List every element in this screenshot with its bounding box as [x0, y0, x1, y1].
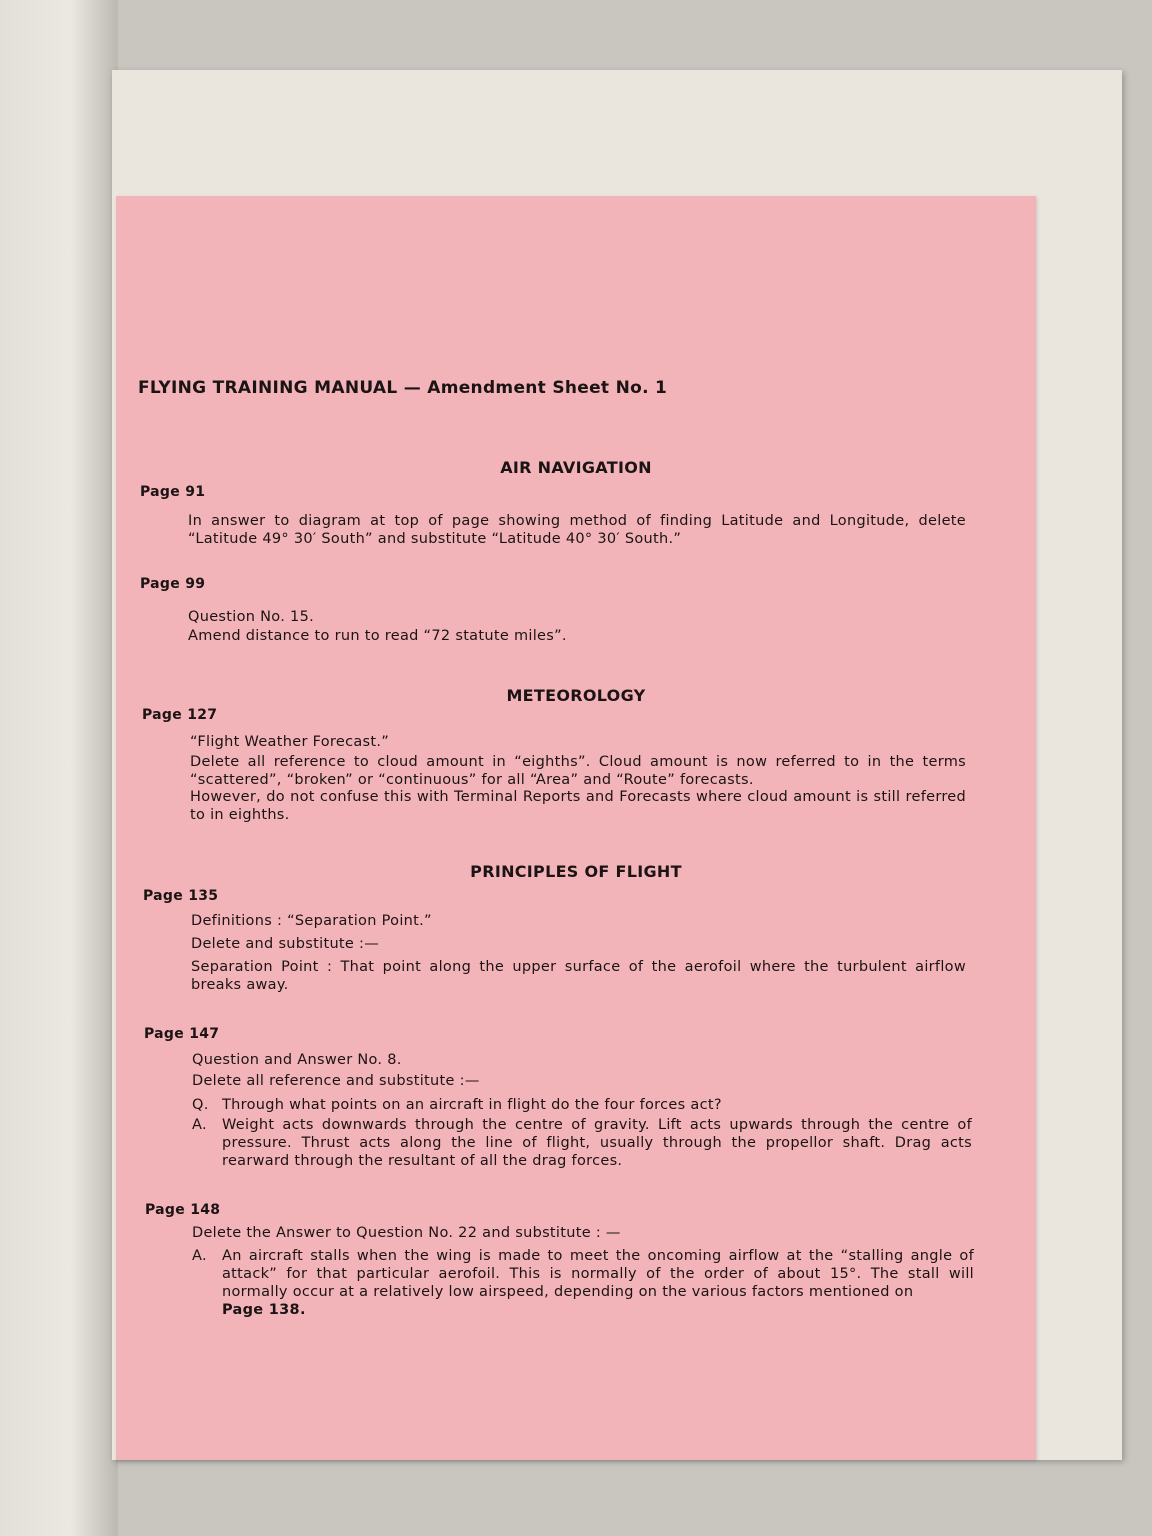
amendment-sheet: [116, 196, 1036, 1460]
amendment-text: Delete all reference and substitute :—: [192, 1073, 480, 1089]
qa-marker: A.: [192, 1117, 207, 1133]
amendment-text: Question and Answer No. 8.: [192, 1052, 402, 1068]
amendment-text: Delete all reference to cloud amount in “eighths”. Cloud amount is now referred to in the terms “scattered”, “broken” or “continuous” for all “Area” and “Route” forecasts.: [190, 754, 966, 788]
amendment-text: “Flight Weather Forecast.”: [190, 734, 390, 750]
question-item: [192, 1096, 972, 1114]
amendment-text: Question No. 15.: [188, 609, 315, 625]
qa-text: Through what points on an aircraft in flight do the four forces act?: [222, 1097, 722, 1113]
left-book-page: [0, 0, 118, 1536]
page-cross-reference: Page 138.: [222, 1302, 306, 1318]
amendment-text: However, do not confuse this with Terminal Reports and Forecasts where cloud amount is still referred to in eighths.: [190, 789, 966, 823]
qa-marker: Q.: [192, 1097, 209, 1113]
amendment-text: Delete and substitute :—: [191, 936, 380, 952]
amendment-text: Amend distance to run to read “72 statute miles”.: [188, 628, 567, 644]
amendment-text: Delete the Answer to Question No. 22 and substitute : —: [192, 1225, 621, 1241]
qa-marker: A.: [192, 1248, 207, 1264]
page-ref-135: Page 135: [143, 888, 219, 904]
amendment-text: Definitions : “Separation Point.”: [191, 913, 432, 929]
page-ref-91: Page 91: [140, 484, 206, 500]
section-heading-meteorology: METEOROLOGY: [506, 686, 646, 705]
amendment-text: In answer to diagram at top of page showing method of finding Latitude and Longitude, delete “Latitude 49° 30′ South” and substitute “Latitude 40° 30′ South.”: [188, 513, 966, 547]
page-ref-99: Page 99: [140, 576, 206, 592]
answer-item: [192, 1116, 972, 1170]
page-ref-127: Page 127: [142, 707, 218, 723]
page-ref-148: Page 148: [145, 1202, 221, 1218]
qa-text: An aircraft stalls when the wing is made to meet the oncoming airflow at the “stalling angle of attack” for that particular aerofoil. This is normally of the order of about 15°. The stall will normally occur at a relatively low airspeed, depending on the various factors mentioned on: [222, 1248, 974, 1300]
amendment-text: Separation Point : That point along the upper surface of the aerofoil where the turbulent airflow breaks away.: [191, 959, 966, 993]
page-ref-147: Page 147: [144, 1026, 220, 1042]
section-heading-air-navigation: AIR NAVIGATION: [500, 458, 652, 477]
qa-text: Weight acts downwards through the centre of gravity. Lift acts upwards through the centre of pressure. Thrust acts along the line of flight, usually through the propellor shaft. Drag acts rearward through the resultant of all the drag forces.: [222, 1117, 972, 1169]
section-heading-principles-of-flight: PRINCIPLES OF FLIGHT: [470, 862, 682, 881]
answer-item: [192, 1247, 974, 1319]
document-title: FLYING TRAINING MANUAL — Amendment Sheet No. 1: [138, 378, 668, 398]
